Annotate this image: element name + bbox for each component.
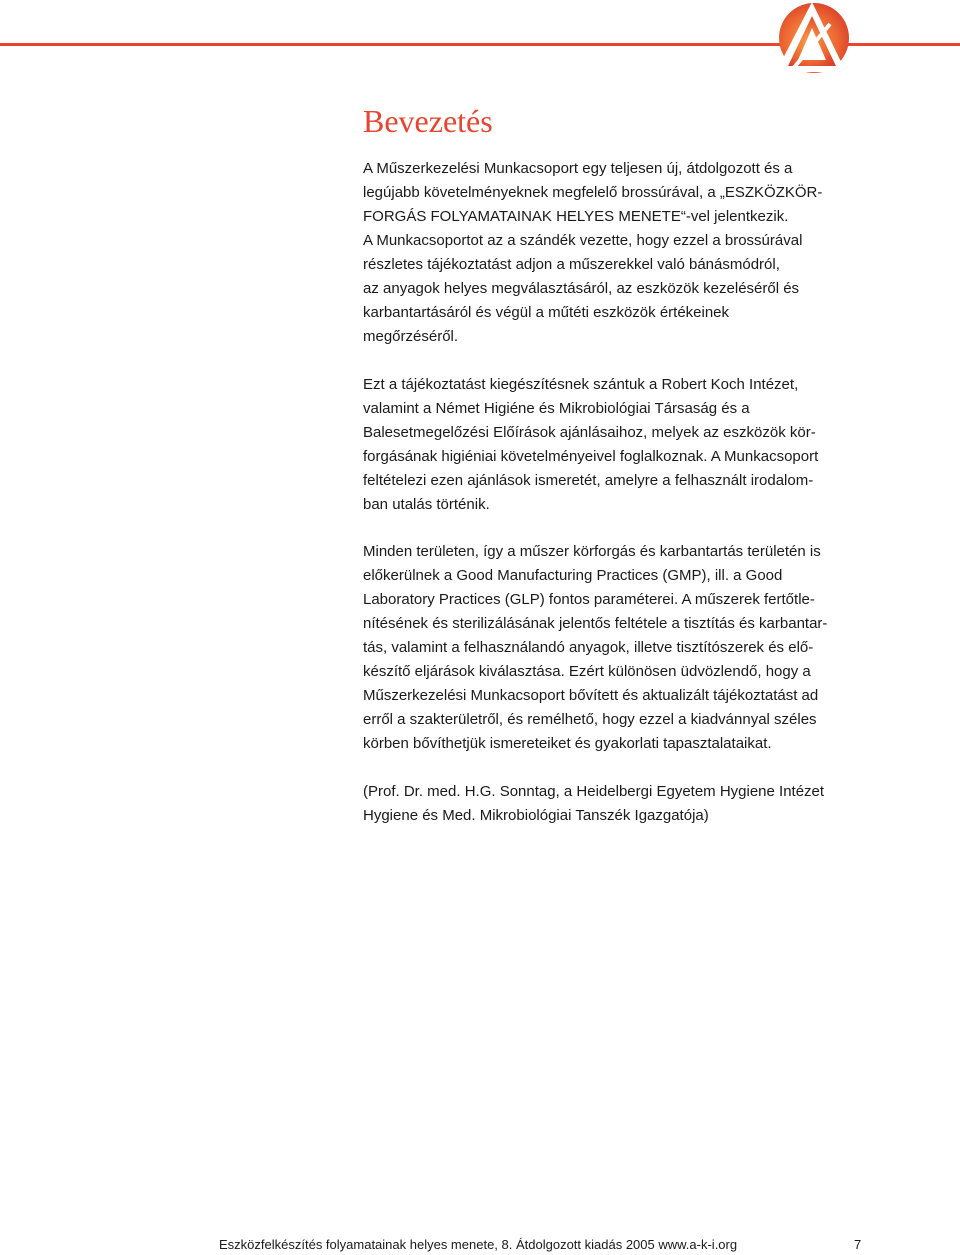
text-line: (Prof. Dr. med. H.G. Sonntag, a Heidelbergi Egyetem Hygiene Intézet xyxy=(363,783,825,800)
text-line: tás, valamint a felhasználandó anyagok, illetve tisztítószerek és elő- xyxy=(363,639,814,656)
intro-paragraph xyxy=(363,157,863,349)
text-line: legújabb követelményeknek megfelelő brossúrával, a „ESZKÖZKÖR- xyxy=(363,184,823,201)
text-line: az anyagok helyes megválasztásáról, az eszközök kezeléséről és xyxy=(363,280,800,297)
text-line: Balesetmegelőzési Előírások ajánlásaihoz, melyek az eszközök kör- xyxy=(363,424,816,441)
text-line: Műszerkezelési Munkacsoport bővített és aktualizált tájékoztatást ad xyxy=(363,687,819,704)
text-line: Ezt a tájékoztatást kiegészítésnek szántuk a Robert Koch Intézet, xyxy=(363,376,799,393)
text-line: erről a szakterületről, és remélhető, hogy ezzel a kiadvánnyal széles xyxy=(363,711,817,728)
footer-text: Eszközfelkészítés folyamatainak helyes menete, 8. Átdolgozott kiadás 2005 www.a-k-i.org xyxy=(219,1237,738,1252)
text-line: Hygiene és Med. Mikrobiológiai Tanszék Igazgatója) xyxy=(363,807,709,824)
text-line: ban utalás történik. xyxy=(363,496,490,513)
signature-paragraph xyxy=(363,780,863,828)
text-line: forgásának higiéniai követelményeivel foglalkoznak. A Munkacsoport xyxy=(363,448,819,465)
text-line: karbantartásáról és végül a műtéti eszközök értékeinek xyxy=(363,304,730,321)
triangle-logo-icon xyxy=(772,0,852,76)
text-line: Minden területen, így a műszer körforgás és karbantartás területén is xyxy=(363,543,821,560)
page-title: Bevezetés xyxy=(363,103,493,139)
text-line: A Műszerkezelési Munkacsoport egy teljesen új, átdolgozott és a xyxy=(363,160,793,177)
text-line: FORGÁS FOLYAMATAINAK HELYES MENETE“-vel jelentkezik. xyxy=(363,208,789,225)
text-line: megőrzéséről. xyxy=(363,328,459,345)
text-line: A Munkacsoportot az a szándék vezette, hogy ezzel a brossúrával xyxy=(363,232,803,249)
text-line: valamint a Német Higiéne és Mikrobiológiai Társaság és a xyxy=(363,400,750,417)
text-line: feltételezi ezen ajánlások ismeretét, amelyre a felhasznált irodalom- xyxy=(363,472,814,489)
text-line: készítő eljárások kiválasztása. Ezért különösen üdvözlendő, hogy a xyxy=(363,663,811,680)
page-number: 7 xyxy=(854,1237,862,1252)
text-line: nítésének és sterilizálásának jelentős feltétele a tisztítás és karbantar- xyxy=(363,615,828,632)
paragraph-2 xyxy=(363,373,863,517)
text-line: részletes tájékoztatást adjon a műszerekkel való bánásmódról, xyxy=(363,256,780,273)
paragraph-3 xyxy=(363,540,863,756)
text-line: körben bővíthetjük ismereteiket és gyakorlati tapasztalataikat. xyxy=(363,735,772,752)
text-line: előkerülnek a Good Manufacturing Practices (GMP), ill. a Good xyxy=(363,567,783,584)
text-line: Laboratory Practices (GLP) fontos paraméterei. A műszerek fertőtle- xyxy=(363,591,815,608)
